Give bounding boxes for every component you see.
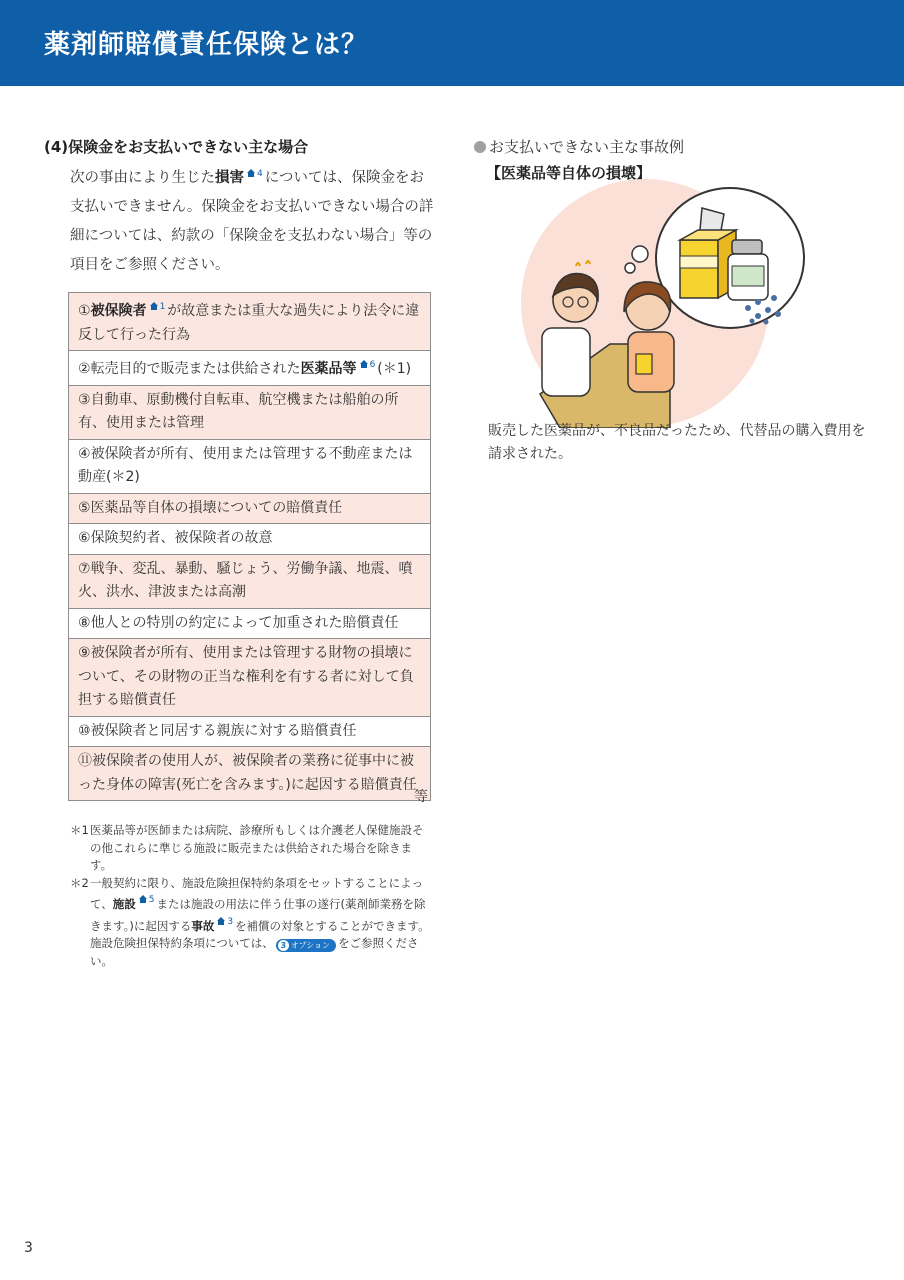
footnote-2: ＊2 一般契約に限り、施設危険担保特約条項をセットすることによって、施設 5 または施設の用法に伴う仕事の遂行(薬剤師業務を除きます。)に起因する事故 3 を補償の対象とすることができます。施設危険担保特約条項については、 3 オプション をご参照ください。 [70,875,430,968]
glossary-icon [138,895,148,903]
exclusion-row: ⑤医薬品等自体の損壊についての賠償責任 [69,493,430,524]
exclusion-row: ④被保険者が所有、使用または管理する不動産または動産(＊2) [69,439,430,493]
customer-figure-icon [624,282,674,392]
exclusion-table [68,292,431,801]
case-heading: お支払いできない主な事故例 [474,136,684,157]
exclusion-row: ⑥保険契約者、被保険者の故意 [69,523,430,554]
case-subheading: 【医薬品等自体の損壊】 [486,164,652,182]
case-illustration [520,178,810,428]
exclusion-row: ⑨被保険者が所有、使用または管理する財物の損壊について、その財物の正当な権利を有する者に対して負担する賠償責任 [69,638,430,716]
footnote-mark: ＊2 [70,875,89,890]
etc-label: 等 [414,789,428,805]
exclusion-row: ⑧他人との特別の約定によって加重された賠償責任 [69,608,430,639]
glossary-ref[interactable]: 3 [216,914,233,932]
case-caption: 販売した医薬品が、不良品だったため、代替品の購入費用を請求された。 [488,423,866,462]
exclusion-row: ③自動車、原動機付自転車、航空機または船舶の所有、使用または管理 [69,385,430,439]
footnotes [70,822,434,970]
glossary-ref[interactable]: 6 [359,354,376,378]
intro-text-2: については、保険金をお支払いできません。保険金をお支払いできない場合の詳細については、約款の「保険金を支払わない場合」等の項目をご参照ください。 [70,170,434,273]
glossary-icon [246,169,256,177]
page-number: 3 [24,1240,33,1256]
glossary-icon [216,917,226,925]
intro-term: 損害 [215,170,244,186]
bullet-dot-icon [474,141,486,153]
section-heading: (4)保険金をお支払いできない主な場合 [44,138,309,156]
page-title: 薬剤師賠償責任保険とは？ [44,30,369,60]
exclusion-row: ⑦戦争、変乱、暴動、騒じょう、労働争議、地震、噴火、洪水、津波または高潮 [69,554,430,608]
option-badge[interactable]: 3 オプション [276,939,336,952]
exclusion-row: ②転売目的で販売または供給された医薬品等 6 (＊1) [69,350,430,385]
glossary-icon [149,302,159,310]
intro-text-1: 次の事由により生じた [70,170,215,186]
page-header [0,0,904,86]
glossary-ref[interactable]: 4 [246,160,263,189]
medicine-bottle-icon [728,240,768,300]
footnote-1 [70,822,434,875]
exclusion-row: ⑪被保険者の使用人が、被保険者の業務に従事中に被った身体の障害(死亡を含みます。)に起因する賠償責任 [69,746,430,800]
glossary-ref[interactable]: 1 [149,296,166,320]
intro-paragraph [70,160,436,280]
exclusion-row: ⑩被保険者と同居する親族に対する賠償責任 [69,716,430,747]
exclusion-row: ①被保険者 1 が故意または重大な過失により法令に違反して行った行為 [69,293,430,350]
glossary-icon [359,360,369,368]
footnote-text: 医薬品等が医師または病院、診療所もしくは介護老人保健施設その他これらに準じる施設に販売または供給された場合を除きます。 [90,823,424,872]
glossary-ref[interactable]: 5 [138,892,155,910]
footnote-mark: ＊1 [70,823,89,837]
